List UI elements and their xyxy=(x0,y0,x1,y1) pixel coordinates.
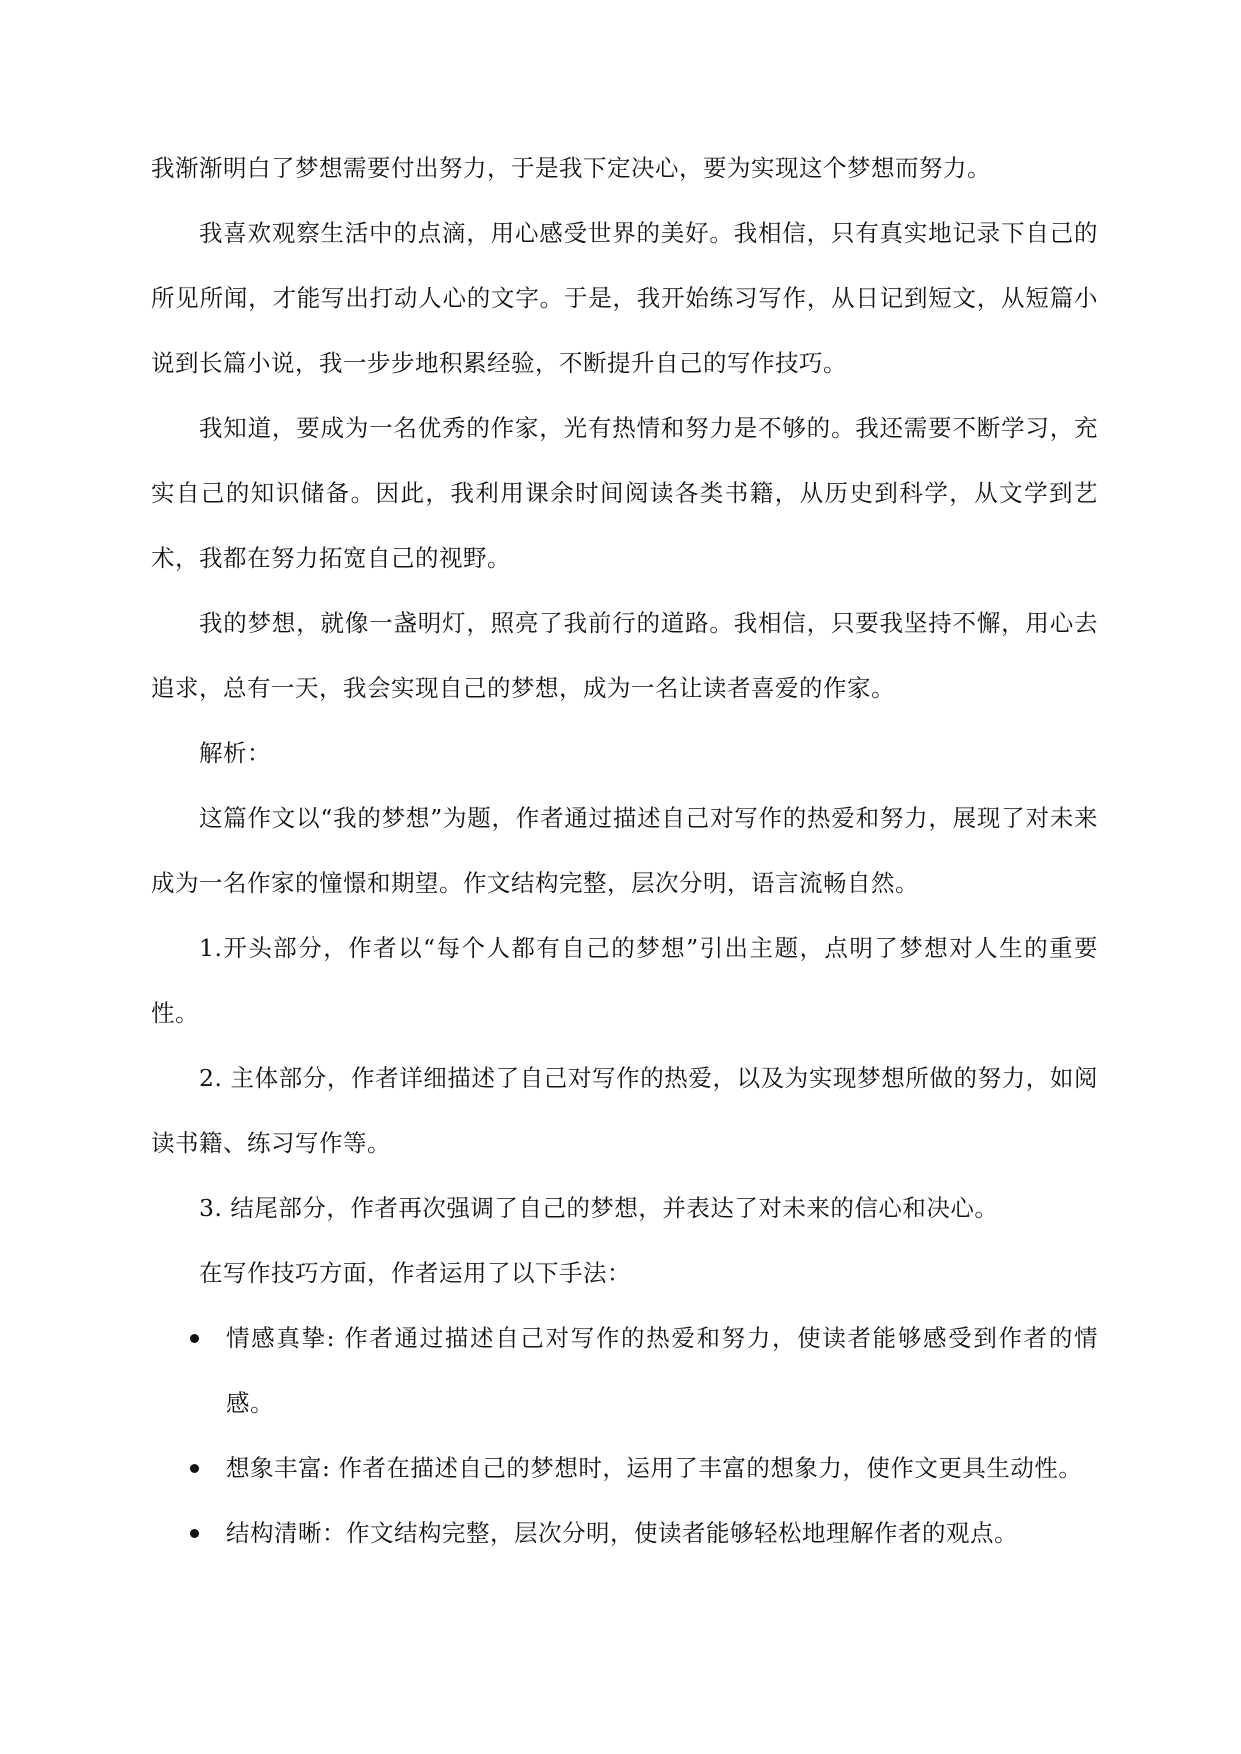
paragraph-learning: 我知道，要成为一名优秀的作家，光有热情和努力是不够的。我还需要不断学习，充实自己的知识储备。因此，我利用课余时间阅读各类书籍，从历史到科学，从文学到艺术，我都在努力拓宽自己的视野。 xyxy=(151,414,1098,572)
paragraph-observation: 我喜欢观察生活中的点滴，用心感受世界的美好。我相信，只有真实地记录下自己的所见所闻，才能写出打动人心的文字。于是，我开始练习写作，从日记到短文，从短篇小说到长篇小说，我一步步地积累经验，不断提升自己的写作技巧。 xyxy=(151,219,1098,377)
paragraph-analysis-summary: 这篇作文以“我的梦想”为题，作者通过描述自己对写作的热爱和努力，展现了对未来成为一名作家的憧憬和期望。作文结构完整，层次分明，语言流畅自然。 xyxy=(151,804,1098,897)
list-item xyxy=(151,1501,1098,1566)
list-item xyxy=(151,1436,1098,1501)
paragraph-dream-lamp: 我的梦想，就像一盏明灯，照亮了我前行的道路。我相信，只要我坚持不懈，用心去追求，总有一天，我会实现自己的梦想，成为一名让读者喜爱的作家。 xyxy=(151,609,1098,702)
analysis-point-1: 1.开头部分，作者以“每个人都有自己的梦想”引出主题，点明了梦想对人生的重要性。 xyxy=(151,934,1098,1027)
techniques-list xyxy=(151,1306,1098,1566)
techniques-intro: 在写作技巧方面，作者运用了以下手法： xyxy=(199,1259,631,1287)
list-item-text: 想象丰富: 作者在描述自己的梦想时，运用了丰富的想象力，使作文更具生动性。 xyxy=(226,1454,1083,1482)
analysis-point-3: 3. 结尾部分，作者再次强调了自己的梦想，并表达了对未来的信心和决心。 xyxy=(199,1194,999,1222)
bullet-icon xyxy=(190,1529,199,1538)
list-item-text: 情感真挚: 作者通过描述自己对写作的热爱和努力，使读者能够感受到作者的情感。 xyxy=(226,1324,1098,1417)
analysis-heading: 解析： xyxy=(199,739,271,767)
paragraph-continuation: 我渐渐明白了梦想需要付出努力，于是我下定决心，要为实现这个梦想而努力。 xyxy=(151,154,991,182)
list-item xyxy=(151,1306,1098,1436)
bullet-icon xyxy=(190,1334,199,1343)
bullet-icon xyxy=(190,1464,199,1473)
list-item-text: 结构清晰：作文结构完整，层次分明，使读者能够轻松地理解作者的观点。 xyxy=(226,1519,1018,1547)
analysis-point-2: 2. 主体部分，作者详细描述了自己对写作的热爱，以及为实现梦想所做的努力，如阅读书籍、练习写作等。 xyxy=(151,1064,1098,1157)
document-body xyxy=(151,136,1098,1566)
